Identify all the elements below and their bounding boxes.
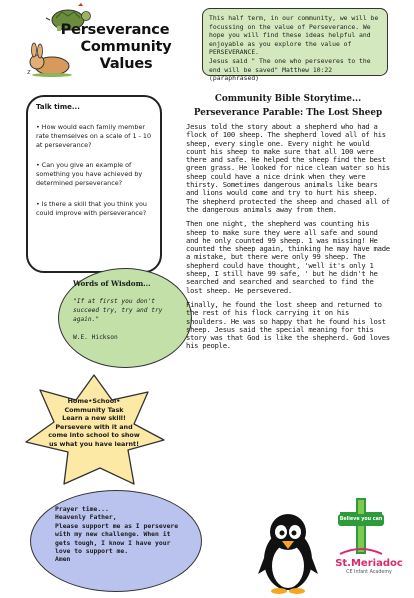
wisdom-quote: "If at first you don't succeed try, try and try again." — [73, 298, 163, 323]
school-subtitle: CE Infant Academy — [346, 570, 392, 575]
story-paragraph: Jesus told the story about a shepherd who had a flock of 100 sheep. The shepherd loved all of his sheep, every single one. Every night he would count his sheep to make sure that all 100 were there and safe. He helped the sheep find the best green grass. He looked for nice clean water so his sheep could have a nice drink when they were thirsty. Sometimes dangerous animals like bears and lions would come and try to hurt his sheep. The shepherd protected the sheep and chased all of the dangerous animals away from them. — [186, 122, 390, 214]
title-line-1: Perseverance — [60, 22, 170, 38]
talk-question: • Is there a skill that you think you could improve with perseverance? — [36, 199, 147, 217]
talk-question: • Can you give an example of something you have achieved by determined perseverance? — [36, 161, 143, 187]
wisdom-author: W.E. Hickson — [73, 334, 118, 341]
school-badge: Believe you can — [338, 514, 384, 526]
talk-time-title: Talk time... — [36, 103, 80, 111]
prayer-body: Please support me as I persevere with my new challenge. When it gets tough, I know I have your love to support me. — [55, 521, 179, 556]
talk-time-bubble — [26, 95, 162, 273]
story-subheading: Perseverance Parable: The Lost Sheep — [193, 108, 383, 118]
story-heading: Community Bible Storytime... — [214, 94, 362, 104]
prayer-line-1: Heavenly Father, — [55, 513, 117, 522]
task-line-1: Home•School• — [67, 397, 121, 405]
story-paragraph: Finally, he found the lost sheep and returned to the rest of his flock carrying it on his shoulders. He was so happy that he found his lost sheep. Jesus said the special meaning for this story was that God is like the shepherd. God loves his people. — [186, 299, 390, 351]
task-line-2: Community Task — [64, 405, 124, 414]
intro-text: This half term, in our community, we will be focussing on the value of Perseverance. We hope you will find these ideas helpful and enjoyable as you explore the value of PERSEVERANCE. — [209, 14, 379, 57]
penguin-icon — [258, 510, 318, 594]
prayer-amen: Amen — [55, 555, 71, 564]
task-body: Learn a new skill! Persevere with it and come into school to show us what you have learnt! — [48, 414, 140, 448]
prayer-time — [30, 490, 202, 592]
wisdom-title: Words of Wisdom... — [73, 279, 151, 288]
story-paragraph: Then one night, the shepherd was counting his sheep to make sure they were all safe and sound and he only counted 99 sheep. 1 was missing! He counted the sheep again, thinking he may have made a mistake, but there were only 99 sheep. The shepherd could have thought, 'well it's only 1 sheep, I still have 99 safe, ' but he didn't he searched and searched and searched to find the lost sheep. He persevered. — [186, 219, 390, 295]
words-of-wisdom — [58, 268, 192, 368]
cross-icon — [336, 496, 386, 558]
home-school-task — [48, 397, 140, 449]
bible-storytime — [186, 94, 390, 357]
title-line-3: Values — [99, 56, 153, 72]
intro-quote: Jesus said " The one who perseveres to the end will be saved" Matthew 10:22 (paraphrased) — [209, 56, 371, 83]
prayer-title: Prayer time... — [55, 505, 109, 513]
title-line-2: Community — [80, 39, 172, 55]
intro-box — [202, 8, 388, 83]
page-title — [30, 22, 200, 73]
school-name: St.Meriadoc — [335, 558, 403, 569]
svg-text:z: z — [27, 68, 31, 76]
talk-question: • How would each family member rate themselves on a scale of 1 - 10 at perseverance? — [36, 123, 152, 149]
